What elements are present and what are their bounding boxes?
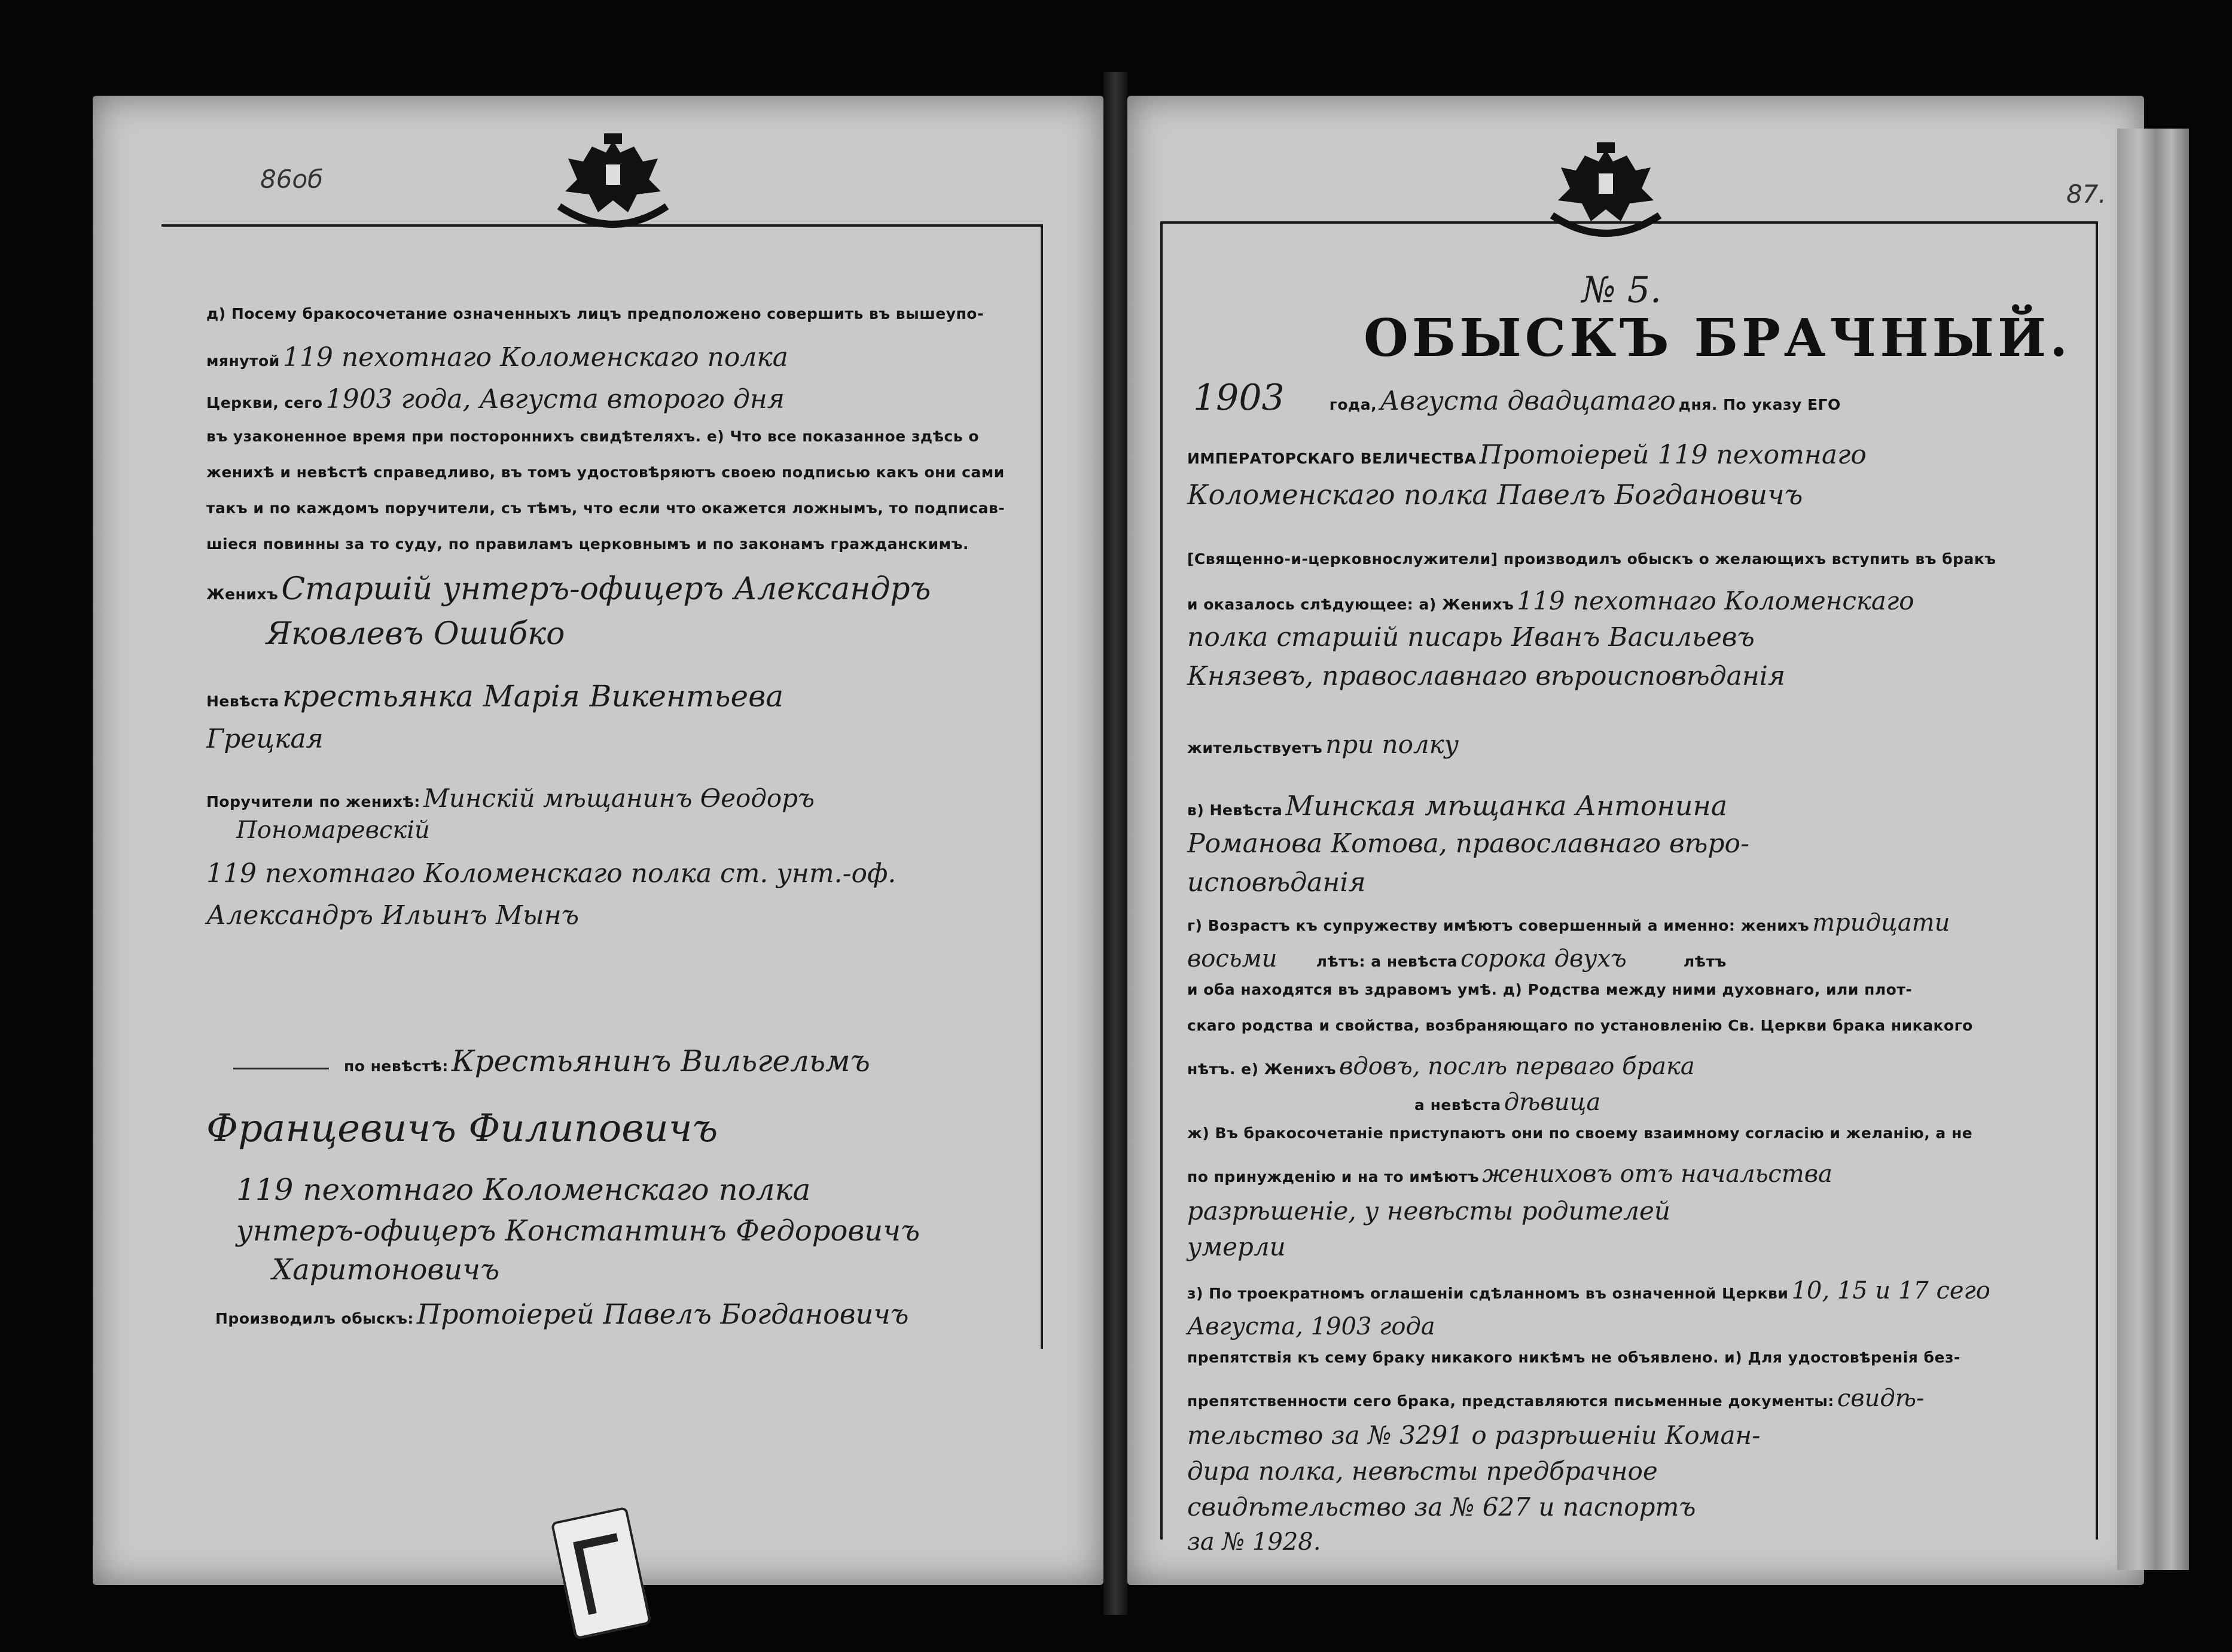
text-line: г) Возрастъ къ супружеству имѣютъ совершенный а именно: женихъ [1187, 917, 1810, 934]
handwritten-entry: тельство за № 3291 о разрѣшеніи Коман- [1187, 1421, 1761, 1450]
groom-field [206, 571, 931, 607]
document-title: ОБЫСКЪ БРАЧНЫЙ. [1364, 308, 2072, 368]
text-line: шіеся повинны за то суду, по правиламъ церковнымъ и по законамъ гражданскимъ. [206, 535, 969, 553]
handwritten-entry: 119 пехотнаго Коломенскаго полка [282, 342, 788, 373]
handwritten-entry: 1903 года, Августа второго дня [325, 384, 785, 414]
handwritten-entry: разрѣшеніе, у невѣсты родителей [1187, 1196, 1670, 1226]
handwritten-entry: унтеръ-офицеръ Константинъ Федоровичъ [236, 1214, 920, 1248]
handwritten-entry: свидѣтельство за № 627 и паспортъ [1187, 1492, 1696, 1522]
handwritten-entry: исповѣданія [1187, 867, 1366, 898]
handwritten-entry: крестьянка Марія Викентьева [282, 679, 784, 714]
handwritten-entry: 119 пехотнаго Коломенскаго полка ст. унт.-оф. [206, 858, 897, 889]
handwritten-entry: сорока двухъ [1460, 945, 1627, 973]
handwritten-entry: восьми [1187, 945, 1277, 973]
bride-section [1187, 790, 1727, 822]
handwritten-entry: дира полка, невѣсты предбрачное [1187, 1456, 1658, 1486]
handwritten-entry: умерли [1187, 1232, 1286, 1261]
handwritten-entry: Романова Котова, православнаго вѣро- [1187, 828, 1749, 859]
right-page [1127, 96, 2144, 1585]
handwritten-entry: Августа двадцатаго [1380, 386, 1676, 416]
guarantors-groom-field [206, 784, 815, 813]
divider-line [233, 1068, 329, 1069]
handwritten-entry: Пономаревскій [236, 816, 430, 844]
text-line: жительствуетъ [1187, 739, 1323, 757]
handwritten-entry: Яковлевъ Ошибко [266, 616, 565, 652]
text-line: мянутой [206, 352, 280, 370]
text-line: в) Невѣста [1187, 801, 1283, 819]
text-line: а невѣста [1414, 1096, 1501, 1114]
handwritten-entry: вдовъ, послѣ перваго брака [1339, 1053, 1695, 1080]
text-line: женихѣ и невѣстѣ справедливо, въ томъ удостовѣряютъ своею подписью какъ они сами [206, 464, 1005, 481]
bride-label: Невѣста [206, 693, 279, 710]
text-line: и оба находятся въ здравомъ умѣ. д) Родства между ними духовнаго, или плот- [1187, 981, 1913, 998]
text-line: въ узаконенное время при постороннихъ свидѣтеляхъ. е) Что все показанное здѣсь о [206, 428, 979, 445]
text-line: ИМПЕРАТОРСКАГО ВЕЛИЧЕСТВА [1187, 450, 1477, 467]
book-page-edges [2117, 129, 2189, 1570]
text-line: нѣтъ. е) Женихъ [1187, 1060, 1336, 1078]
handwritten-entry: за № 1928. [1187, 1528, 1321, 1556]
text-line: з) По троекратномъ оглашеніи сдѣланномъ въ означенной Церкви [1187, 1285, 1789, 1302]
handwritten-entry: Протоіерей 119 пехотнаго [1479, 440, 1867, 470]
handwritten-entry: дѣвица [1504, 1089, 1601, 1116]
header-line-1 [1193, 377, 1841, 419]
left-page-frame-side [1041, 224, 1043, 1349]
handwritten-entry: Минская мѣщанка Антонина [1285, 790, 1728, 822]
handwritten-entry: 119 пехотнаго Коломенскаго [1517, 586, 1914, 615]
search-by-field [215, 1298, 908, 1330]
handwritten-entry: Францевичъ Филиповичъ [206, 1107, 718, 1151]
text-line: лѣтъ: а невѣста [1316, 953, 1457, 970]
handwritten-entry: Минскій мѣщанинъ Өеодоръ [423, 784, 815, 813]
left-page-number: 86об [260, 164, 324, 194]
handwritten-entry: Коломенскаго полка Павелъ Богдановичъ [1187, 478, 1803, 511]
handwritten-entry: Крестьянинъ Вильгельмъ [451, 1044, 870, 1078]
handwritten-entry: при полку [1325, 730, 1459, 759]
handwritten-entry: Старшій унтеръ-офицеръ Александръ [281, 571, 931, 607]
handwritten-entry: свидѣ- [1837, 1385, 1925, 1412]
text-line: по принужденію и на то имѣютъ [1187, 1168, 1480, 1185]
text-line: препятственности сего брака, представляются письменные документы: [1187, 1392, 1834, 1410]
text-line: скаго родства и свойства, возбраняющаго по установленію Св. Церкви брака никакого [1187, 1017, 1973, 1034]
handwritten-entry: полка старшій писарь Иванъ Васильевъ [1187, 622, 1755, 653]
groom-label: Женихъ [206, 586, 279, 603]
handwritten-entry: жениховъ отъ начальства [1482, 1160, 1832, 1188]
handwritten-entry: Александръ Ильинъ Мынъ [206, 900, 580, 931]
text-line: и оказалось слѣдующее: а) Женихъ [1187, 596, 1514, 613]
text-line: Церкви, сего [206, 394, 323, 412]
handwritten-entry: Князевъ, православнаго вѣроисповѣданія [1187, 661, 1786, 691]
text-line: дня. По указу ЕГО [1678, 396, 1841, 413]
book-spine [1103, 72, 1127, 1615]
handwritten-entry: тридцати [1812, 909, 1950, 937]
guarantors-groom-label: Поручители по женихѣ: [206, 793, 420, 810]
handwritten-entry: Августа, 1903 года [1187, 1313, 1435, 1340]
handwritten-entry: 10, 15 и 17 сего [1791, 1277, 1990, 1304]
right-page-number: 87. [2066, 179, 2106, 209]
text-line: года, [1329, 396, 1377, 413]
record-number: № 5. [1582, 269, 1662, 311]
handwritten-entry: 1903 [1193, 377, 1285, 419]
left-page [93, 96, 1103, 1585]
guarantors-bride-field [344, 1044, 870, 1078]
handwritten-entry: Грецкая [206, 724, 324, 754]
handwritten-entry: 119 пехотнаго Коломенскаго полка [236, 1172, 811, 1207]
imperial-eagle-emblem-icon [1540, 138, 1672, 239]
handwritten-entry: Харитоновичъ [272, 1253, 500, 1287]
text-line: [Священно-и-церковнослужители] производилъ обыскъ о желающихъ вступить въ бракъ [1187, 550, 1996, 568]
bride-field [206, 679, 783, 714]
text-line: лѣтъ [1683, 953, 1727, 970]
imperial-eagle-emblem-icon [547, 129, 679, 230]
text-line: ж) Въ бракосочетаніе приступаютъ они по своему взаимному согласію и желанію, а не [1187, 1124, 1973, 1142]
text-line: такъ и по каждомъ поручители, съ тѣмъ, что если что окажется ложнымъ, то подписав- [206, 499, 1005, 517]
search-by-label: Производилъ обыскъ: [215, 1310, 414, 1327]
text-line: д) Посему бракосочетание означенныхъ лицъ предположено совершить въ вышеупо- [206, 305, 984, 322]
header-line-2 [1187, 440, 1867, 470]
handwritten-entry: Протоіерей Павелъ Богдановичъ [416, 1298, 909, 1330]
text-line: препятствія къ сему браку никакого никѣмъ не объявлено. и) Для удостовѣренія без- [1187, 1349, 1960, 1366]
guarantors-bride-label: по невѣстѣ: [344, 1057, 449, 1075]
